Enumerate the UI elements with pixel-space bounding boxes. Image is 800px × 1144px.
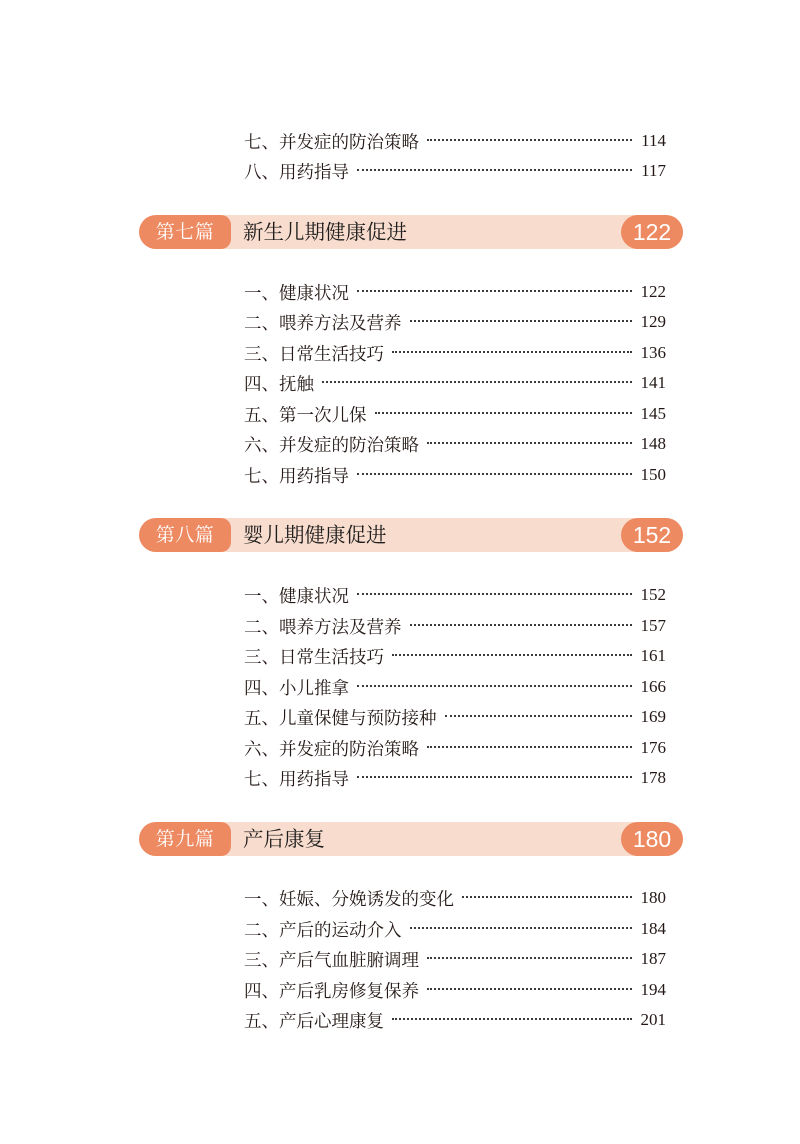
toc-entry-page: 184 [640,919,666,938]
dot-leader [322,381,632,383]
toc-entry-title: 四、产后乳房修复保养 [244,981,419,1002]
toc-entry-page: 194 [640,980,666,999]
part-header-8[interactable] [139,518,683,552]
dot-leader [427,988,632,990]
dot-leader [357,593,632,595]
part-label: 第九篇 [139,822,231,856]
toc-entry[interactable] [244,431,666,457]
dot-leader [357,290,632,292]
dot-leader [410,927,633,929]
dot-leader [445,715,633,717]
toc-entry-title: 一、健康状况 [244,283,349,304]
dot-leader [392,1018,632,1020]
toc-entry-title: 六、并发症的防治策略 [244,435,419,456]
toc-entry[interactable] [244,401,666,427]
toc-entry-page: 157 [640,616,666,635]
toc-entry[interactable] [244,916,666,942]
toc-entry-title: 五、儿童保健与预防接种 [244,708,437,729]
toc-entry[interactable] [244,582,666,608]
part-title: 产后康复 [243,827,325,851]
toc-entry-page: 122 [640,282,666,301]
toc-entry-title: 三、日常生活技巧 [244,344,384,365]
toc-entry-title: 四、小儿推拿 [244,678,349,699]
toc-entry[interactable] [244,674,666,700]
toc-entry-title: 二、喂养方法及营养 [244,313,402,334]
toc-entry-title: 七、并发症的防治策略 [244,132,419,153]
toc-entry-title: 二、产后的运动介入 [244,920,402,941]
part-title: 婴儿期健康促进 [243,523,387,547]
toc-entry[interactable] [244,946,666,972]
toc-entry[interactable] [244,128,666,154]
part-label: 第七篇 [139,215,231,249]
toc-entry[interactable] [244,735,666,761]
toc-entry-title: 一、健康状况 [244,586,349,607]
toc-entry-page: 141 [640,373,666,392]
dot-leader [462,896,632,898]
dot-leader [375,412,633,414]
toc-entry-page: 178 [640,768,666,787]
dot-leader [392,654,632,656]
toc-entry-page: 129 [640,312,666,331]
toc-entry[interactable] [244,765,666,791]
dot-leader [427,746,632,748]
toc-entry[interactable] [244,279,666,305]
toc-entry[interactable] [244,977,666,1003]
toc-entry-title: 六、并发症的防治策略 [244,739,419,760]
part-title: 新生儿期健康促进 [243,220,407,244]
toc-entry-page: 180 [640,888,666,907]
toc-entry-title: 五、产后心理康复 [244,1011,384,1032]
toc-entry-title: 三、产后气血脏腑调理 [244,950,419,971]
dot-leader [410,320,633,322]
toc-entry-title: 八、用药指导 [244,162,349,183]
toc-entry[interactable] [244,370,666,396]
toc-entry-title: 二、喂养方法及营养 [244,617,402,638]
toc-entry-page: 117 [641,161,666,180]
toc-entry-page: 166 [640,677,666,696]
toc-entry-page: 145 [640,404,666,423]
toc-entry-title: 三、日常生活技巧 [244,647,384,668]
part-page: 180 [621,822,683,856]
part-page: 122 [621,215,683,249]
dot-leader [392,351,632,353]
toc-entry[interactable] [244,462,666,488]
toc-entry[interactable] [244,613,666,639]
toc-entry-page: 169 [640,707,666,726]
dot-leader [427,442,632,444]
dot-leader [357,685,632,687]
toc-entry[interactable] [244,885,666,911]
toc-entry[interactable] [244,643,666,669]
part-header-7[interactable] [139,215,683,249]
toc-entry-page: 176 [640,738,666,757]
dot-leader [427,139,632,141]
toc-entry[interactable] [244,1007,666,1033]
toc-entry-title: 四、抚触 [244,374,314,395]
dot-leader [410,624,633,626]
dot-leader [427,957,632,959]
part-header-9[interactable] [139,822,683,856]
toc-entry-title: 一、妊娠、分娩诱发的变化 [244,889,454,910]
part-page: 152 [621,518,683,552]
toc-entry[interactable] [244,704,666,730]
toc-entry[interactable] [244,309,666,335]
dot-leader [357,169,632,171]
toc-entry-title: 五、第一次儿保 [244,405,367,426]
toc-entry-page: 152 [640,585,666,604]
dot-leader [357,473,632,475]
dot-leader [357,776,632,778]
toc-entry-page: 150 [640,465,666,484]
toc-entry-title: 七、用药指导 [244,466,349,487]
toc-entry-page: 148 [640,434,666,453]
part-label: 第八篇 [139,518,231,552]
toc-entry-title: 七、用药指导 [244,769,349,790]
toc-entry-page: 114 [641,131,666,150]
toc-entry-page: 136 [640,343,666,362]
toc-entry-page: 201 [640,1010,666,1029]
toc-entry-page: 161 [640,646,666,665]
toc-entry-page: 187 [640,949,666,968]
toc-entry[interactable] [244,340,666,366]
toc-entry[interactable] [244,158,666,184]
